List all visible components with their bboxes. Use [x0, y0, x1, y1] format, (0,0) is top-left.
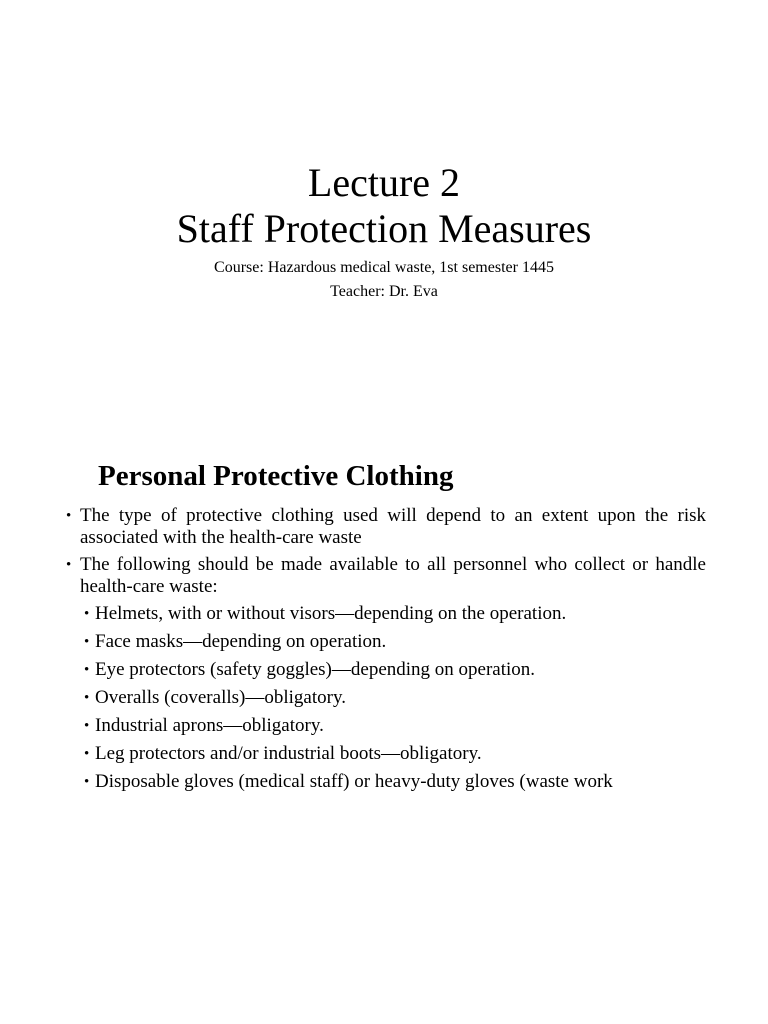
bullet-icon: •: [84, 690, 90, 706]
sub-bullet-text: Industrial aprons—obligatory.: [95, 715, 324, 736]
sub-bullet: [84, 631, 724, 659]
course-info: Course: Hazardous medical waste, 1st semester 1445: [214, 259, 554, 276]
bullet-icon: •: [84, 606, 90, 622]
bullet-text: The type of protective clothing used will depend to an extent upon the risk associated with the health-care waste: [80, 505, 706, 548]
sub-bullet: [84, 603, 724, 631]
sub-bullet-text: Overalls (coveralls)—obligatory.: [95, 687, 346, 708]
bullet-text: The following should be made available to all personnel who collect or handle health-care waste:: [80, 554, 706, 597]
sub-bullet: [84, 743, 724, 771]
bullet-icon: •: [66, 508, 72, 524]
bullet-icon: •: [84, 746, 90, 762]
sub-bullet-list: [84, 603, 724, 799]
lecture-title: Staff Protection Measures: [176, 206, 592, 251]
section-heading: Personal Protective Clothing: [98, 460, 454, 492]
bullet-icon: •: [84, 662, 90, 678]
title-block: [0, 160, 768, 302]
lecture-number: Lecture 2: [307, 160, 461, 205]
sub-bullet: [84, 659, 724, 687]
bullet-icon: •: [66, 557, 72, 573]
teacher-info: Teacher: Dr. Eva: [330, 283, 438, 300]
main-bullet-list: [66, 505, 706, 603]
bullet-icon: •: [84, 774, 90, 790]
sub-bullet: [84, 771, 724, 799]
sub-bullet: [84, 715, 724, 743]
sub-bullet-text: Disposable gloves (medical staff) or heavy-duty gloves (waste work: [95, 771, 613, 792]
sub-bullet-text: Leg protectors and/or industrial boots—obligatory.: [95, 743, 482, 764]
sub-bullet-text: Face masks—depending on operation.: [95, 631, 387, 652]
bullet-icon: •: [84, 718, 90, 734]
sub-bullet: [84, 687, 724, 715]
main-bullet: [66, 554, 706, 598]
bullet-icon: •: [84, 634, 90, 650]
sub-bullet-text: Eye protectors (safety goggles)—depending on operation.: [95, 659, 536, 680]
main-bullet: [66, 505, 706, 549]
sub-bullet-text: Helmets, with or without visors—depending on the operation.: [95, 603, 567, 624]
